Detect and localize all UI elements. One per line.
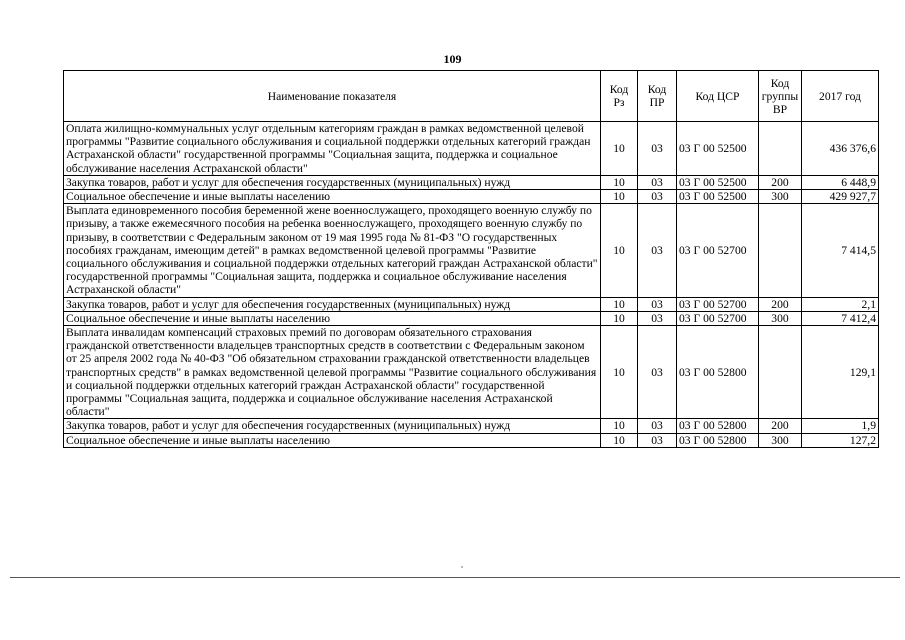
row-pr: 03 (638, 311, 677, 325)
row-rz: 10 (601, 433, 638, 447)
row-name: Оплата жилищно-коммунальных услуг отдельным категориям граждан в рамках ведомственной целевой программы "Развитие социального обслуживания и социальной поддержки отдельных категорий граждан Астраханской области" государственной программы "Социальная защита, поддержка и социальное обслуживание населения Астраханской области" (64, 122, 601, 176)
table-row (64, 175, 879, 189)
row-csr: 03 Г 00 52800 (677, 326, 759, 419)
row-csr: 03 Г 00 52500 (677, 190, 759, 204)
row-name: Социальное обеспечение и иные выплаты населению (64, 433, 601, 447)
row-vr (759, 122, 802, 176)
row-amount: 129,1 (802, 326, 879, 419)
scan-speck (461, 566, 463, 568)
row-csr: 03 Г 00 52800 (677, 419, 759, 433)
row-amount: 436 376,6 (802, 122, 879, 176)
row-csr: 03 Г 00 52700 (677, 204, 759, 297)
page-number: 109 (443, 52, 462, 66)
row-rz: 10 (601, 311, 638, 325)
row-vr: 200 (759, 175, 802, 189)
table-header-row (64, 71, 879, 122)
row-name: Закупка товаров, работ и услуг для обеспечения государственных (муниципальных) нужд (64, 297, 601, 311)
row-pr: 03 (638, 433, 677, 447)
row-rz: 10 (601, 419, 638, 433)
row-amount: 429 927,7 (802, 190, 879, 204)
header-pr: Код ПР (638, 71, 677, 122)
row-pr: 03 (638, 297, 677, 311)
row-amount: 2,1 (802, 297, 879, 311)
table-row (64, 204, 879, 297)
header-year: 2017 год (802, 71, 879, 122)
header-rz: Код Рз (601, 71, 638, 122)
row-vr: 200 (759, 297, 802, 311)
table-row (64, 122, 879, 176)
table-row (64, 326, 879, 419)
row-amount: 7 412,4 (802, 311, 879, 325)
row-name: Закупка товаров, работ и услуг для обеспечения государственных (муниципальных) нужд (64, 175, 601, 189)
table-row (64, 419, 879, 433)
table-row (64, 190, 879, 204)
row-vr: 300 (759, 311, 802, 325)
row-csr: 03 Г 00 52500 (677, 122, 759, 176)
row-rz: 10 (601, 190, 638, 204)
row-csr: 03 Г 00 52800 (677, 433, 759, 447)
row-csr: 03 Г 00 52700 (677, 311, 759, 325)
row-vr (759, 204, 802, 297)
row-vr: 300 (759, 433, 802, 447)
row-rz: 10 (601, 326, 638, 419)
row-vr (759, 326, 802, 419)
row-amount: 1,9 (802, 419, 879, 433)
header-vr: Код группы ВР (759, 71, 802, 122)
row-vr: 200 (759, 419, 802, 433)
row-pr: 03 (638, 419, 677, 433)
row-rz: 10 (601, 204, 638, 297)
row-pr: 03 (638, 190, 677, 204)
row-vr: 300 (759, 190, 802, 204)
row-name: Выплата инвалидам компенсаций страховых премий по договорам обязательного страхования гражданской ответственности владельцев транспортных средств в соответствии с Федеральным законом от 25 апреля 2002 года № 40-ФЗ "Об обязательном страховании гражданской ответственности владельцев транспортных средств" в рамках ведомственной целевой программы "Развитие социального обслуживания и социальной поддержки отдельных категорий граждан Астраханской области" государственной программы "Социальная защита, поддержка и социальное обслуживание населения Астраханской области" (64, 326, 601, 419)
row-rz: 10 (601, 297, 638, 311)
table-row (64, 311, 879, 325)
row-name: Социальное обеспечение и иные выплаты населению (64, 190, 601, 204)
table-row (64, 297, 879, 311)
row-pr: 03 (638, 326, 677, 419)
row-pr: 03 (638, 122, 677, 176)
row-amount: 6 448,9 (802, 175, 879, 189)
row-pr: 03 (638, 204, 677, 297)
row-csr: 03 Г 00 52500 (677, 175, 759, 189)
header-name: Наименование показателя (64, 71, 601, 122)
row-name: Закупка товаров, работ и услуг для обеспечения государственных (муниципальных) нужд (64, 419, 601, 433)
row-rz: 10 (601, 122, 638, 176)
table-row (64, 433, 879, 447)
header-csr: Код ЦСР (677, 71, 759, 122)
row-amount: 7 414,5 (802, 204, 879, 297)
row-rz: 10 (601, 175, 638, 189)
row-csr: 03 Г 00 52700 (677, 297, 759, 311)
row-name: Выплата единовременного пособия беременной жене военнослужащего, проходящего военную службу по призыву, а также ежемесячного пособия на ребенка военнослужащего, проходящего военную службу по призыву, в соответствии с Федеральным законом от 19 мая 1995 года № 81-ФЗ "О государственных пособиях гражданам, имеющим детей" в рамках ведомственной целевой программы "Развитие социального обслуживания и социальной поддержки отдельных категорий граждан Астраханской области" государственной программы "Социальная защита, поддержка и социальное обслуживание населения Астраханской области" (64, 204, 601, 297)
bottom-rule (10, 577, 900, 578)
budget-table (63, 70, 879, 448)
row-pr: 03 (638, 175, 677, 189)
row-amount: 127,2 (802, 433, 879, 447)
row-name: Социальное обеспечение и иные выплаты населению (64, 311, 601, 325)
